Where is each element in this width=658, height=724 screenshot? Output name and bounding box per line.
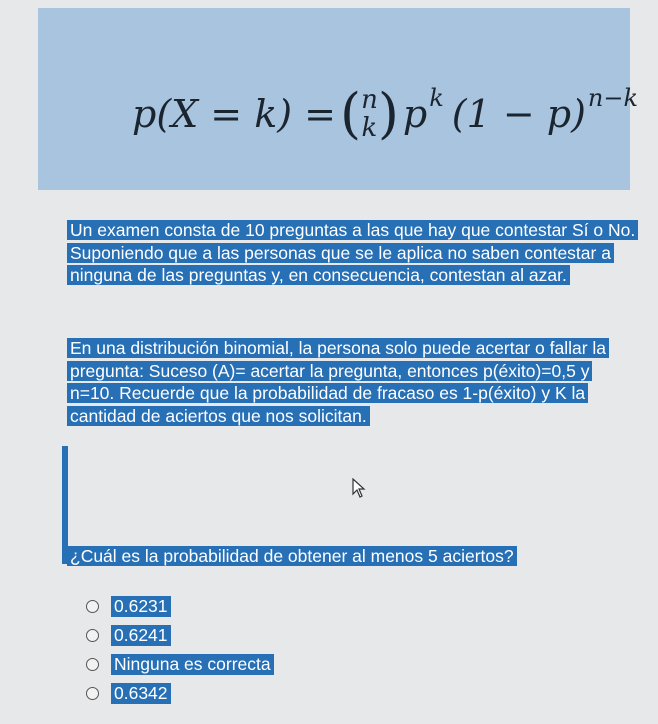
formula-p: p — [402, 92, 428, 136]
question-prompt — [67, 546, 517, 568]
formula-panel — [38, 8, 639, 190]
answer-option[interactable] — [86, 679, 274, 708]
problem-statement-text: Un examen consta de 10 preguntas a las que hay que contestar Sí o No. Suponiendo que a las personas que se le aplica no saben contestar a ninguna de las preguntas y, en consecuencia, contestan al azar. — [67, 220, 638, 285]
answer-options — [86, 592, 274, 708]
formula-exp-k: k — [429, 84, 444, 112]
question-prompt-text: ¿Cuál es la probabilidad de obtener al menos 5 aciertos? — [67, 546, 517, 566]
mouse-cursor-icon — [352, 478, 366, 498]
radio-button[interactable] — [86, 687, 99, 700]
radio-button[interactable] — [86, 629, 99, 642]
binomial-coefficient: ( n k ) — [339, 82, 399, 145]
binomial-explanation — [67, 338, 637, 428]
radio-button[interactable] — [86, 600, 99, 613]
formula-one-minus-p: (1 − p) — [451, 92, 586, 136]
binomial-formula — [132, 82, 639, 145]
formula-exp-nk: n−k — [587, 84, 639, 112]
answer-option-label: 0.6241 — [111, 625, 171, 646]
answer-option-label: Ninguna es correcta — [111, 654, 274, 675]
answer-option-label: 0.6231 — [111, 596, 171, 617]
binom-bottom: k — [361, 113, 378, 143]
formula-lhs: p(X = k) = — [132, 92, 336, 136]
problem-statement — [67, 220, 637, 288]
binomial-explanation-text: En una distribución binomial, la persona solo puede acertar o fallar la pregunta: Suceso (A)= acertar la pregunta, entonces p(éxito)=0,5 y n=10. Recuerde que la probabilidad de fracaso es 1-p(éxito) y K la cantidad de aciertos que nos solicitan. — [67, 338, 609, 426]
answer-option[interactable] — [86, 592, 274, 621]
radio-button[interactable] — [86, 658, 99, 671]
answer-option[interactable] — [86, 621, 274, 650]
binom-top: n — [361, 85, 378, 115]
answer-option[interactable] — [86, 650, 274, 679]
answer-option-label: 0.6342 — [111, 683, 171, 704]
